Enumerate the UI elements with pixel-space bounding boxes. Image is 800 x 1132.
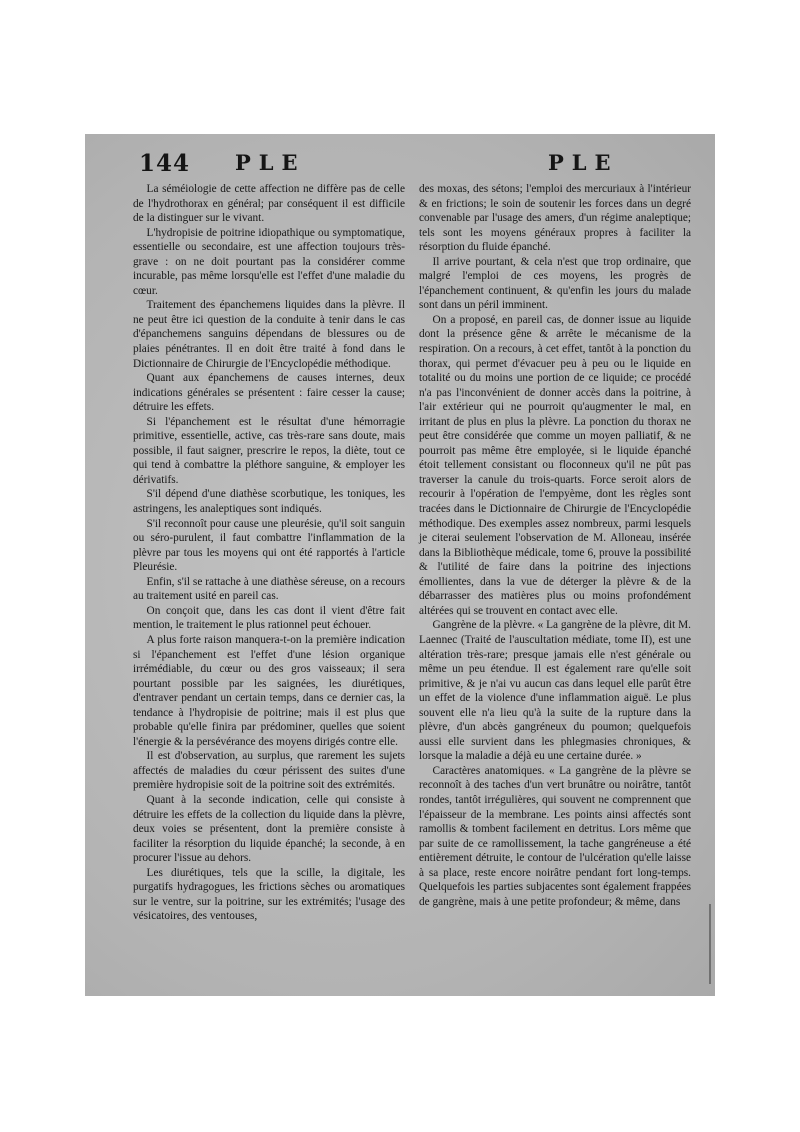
paragraph: S'il dépend d'une diathèse scorbutique, les toniques, les astringens, les analeptiques sont indiqués. <box>133 488 405 516</box>
scanned-page <box>85 134 715 996</box>
paragraph: On a proposé, en pareil cas, de donner issue au liquide dont la présence gêne & arrête le mécanisme de la respiration. On a recours, à cet effet, tantôt à la ponction du thorax, qui permet d'évacuer peu à peu ou le liquide en totalité ou du moins une portion de ce liquide; ce procédé n'a pas l'inconvénient de donner accès dans la poitrine, à l'air extérieur qui ne pourroit qu'augmenter le mal, en irritant de plus en plus la plèvre. La ponction du thorax ne peut être considérée que comme un moyen palliatif, & ne pourroit pas même être employée, si le liquide épanché étoit tellement consistant ou floconneux qu'il ne pût pas traverser la canule du trois-quarts. Force seroit alors de recourir à l'opération de l'empyème, dont les règles sont tracées dans le Dictionnaire de Chirurgie de l'Encyclopédie méthodique. Des exemples assez nombreux, parmi lesquels je citerai seulement l'observation de M. Alloneau, insérée dans la Bibliothèque médicale, tome 6, prouve la possibilité & l'utilité de faire dans la poitrine des injections émollientes, dans la vue de déterger la plèvre & de la débarrasser des matières plus ou moins profondément altérées qui se trouvent en contact avec elle. <box>419 313 691 617</box>
paragraph: Si l'épanchement est le résultat d'une hémorragie primitive, essentielle, active, cas très-rare sans doute, mais possible, il faut saigner, prescrire le repos, la diète, tout ce qui tend à combattre la pléthore sanguine, & employer les dérivatifs. <box>133 415 405 486</box>
paragraph: Traitement des épanchemens liquides dans la plèvre. Il ne peut être ici question de la conduite à tenir dans le cas d'épanchemens sanguins dépendans de blessures ou de plaies pénétrantes. Il en doit être traité à fond dans le Dictionnaire de Chirurgie de l'Encyclopédie méthodique. <box>133 299 405 370</box>
paragraph: L'hydropisie de poitrine idiopathique ou symptomatique, essentielle ou secondaire, est une affection toujours très-grave : on ne doit pourtant pas la considérer comme incurable, pas même lorsqu'elle est l'effet d'une maladie du cœur. <box>133 226 405 297</box>
paragraph: Il arrive pourtant, & cela n'est que trop ordinaire, que malgré l'emploi de ces moyens, les progrès de l'épanchement continuent, & qu'enfin les jours du malade sont dans un péril imminent. <box>419 255 691 312</box>
scan-margin-mark <box>709 904 711 984</box>
paragraph: S'il reconnoît pour cause une pleurésie, qu'il soit sanguin ou séro-purulent, il faut combattre l'inflammation de la plèvre par tous les moyens qui ont été rapportés à l'article Pleurésie. <box>133 517 405 574</box>
running-head-right: PLE <box>548 150 619 175</box>
paragraph: Enfin, s'il se rattache à une diathèse séreuse, on a recours au traitement usité en pareil cas. <box>133 575 405 603</box>
paragraph: La séméiologie de cette affection ne diffère pas de celle de l'hydrothorax en général; par conséquent il est difficile de la distinguer sur le vivant. <box>133 183 405 225</box>
paragraph: Quant aux épanchemens de causes internes, deux indications générales se présentent : faire cesser la cause; détruire les effets. <box>133 372 405 414</box>
paragraph: Les diurétiques, tels que la scille, la digitale, les purgatifs hydragogues, les frictions sèches ou aromatiques sur le ventre, sur la poitrine, sur les extrémités; l'usage des vésicatoires, des ventouses, <box>133 866 405 923</box>
running-head-left: PLE <box>235 150 306 175</box>
paragraph: Gangrène de la plèvre. « La gangrène de la plèvre, dit M. Laennec (Traité de l'auscultation médiate, tome II), est une altération très-rare; presque jamais elle n'est générale ou même un peu étendue. Il est également rare qu'elle soit primitive, & je n'ai vu aucun cas dans lequel elle parût être un effet de la violence d'une inflammation aiguë. Le plus souvent elle n'a lieu qu'à la suite de la rupture dans la plèvre, d'un abcès gangréneux du poumon; quelquefois aussi elle survient dans les phlegmasies chroniques, & lorsque la maladie a déjà eu une certaine durée. » <box>419 619 692 763</box>
page-header <box>85 148 715 178</box>
paragraph: On conçoit que, dans les cas dont il vient d'être fait mention, le traitement le plus rationnel peut échouer. <box>133 604 405 632</box>
page-number: 144 <box>139 150 191 177</box>
paragraph: Il est d'observation, au surplus, que rarement les sujets affectés de maladies du cœur périssent des suites d'une première hydropisie soit de la poitrine soit des extrémités. <box>133 750 405 792</box>
paragraph: Quant à la seconde indication, celle qui consiste à détruire les effets de la collection du liquide dans la plèvre, deux voies se présentent, dont la première consiste à faciliter la résorption du liquide épanché; la seconde, à en procurer l'issue au dehors. <box>133 793 405 865</box>
paragraph: Caractères anatomiques. « La gangrène de la plèvre se reconnoît à des taches d'un vert brunâtre ou noirâtre, tantôt rondes, tantôt irrégulières, qui souvent ne comprennent que l'épaisseur de la membrane. Les points ainsi affectés sont ramollis & tombent facilement en detritus. Lors même que par suite de ce ramollissement, la tache gangréneuse a été entièrement détruite, le contour de l'ulcération qu'elle laisse à sa place, reste encore noirâtre pendant fort long-temps. Quelquefois les parties subjacentes sont également frappées de gangrène, mais à une petite profondeur; & même, dans <box>419 764 691 908</box>
paragraph: A plus forte raison manquera-t-on la première indication si l'épanchement est l'effet d'une lésion organique irrémédiable, du cœur ou des gros vaisseaux; il sera pourtant possible par les saignées, les diurétiques, d'entraver pendant un certain temps, dans ce dernier cas, la tendance à l'hydropisie de poitrine; mais il est plus que probable qu'elle finira par prédominer, quelles que soient l'énergie & la persévérance des moyens dirigés contre elle. <box>133 633 405 748</box>
text-column-right <box>419 182 691 909</box>
text-column-left <box>133 182 405 924</box>
paragraph: des moxas, des sétons; l'emploi des mercuriaux à l'intérieur & en frictions; le soin de soutenir les forces dans un degré convenable par l'usage des amers, d'un régime analeptique; tels sont les moyens généraux propres à faciliter la résorption du fluide épanché. <box>419 183 691 254</box>
